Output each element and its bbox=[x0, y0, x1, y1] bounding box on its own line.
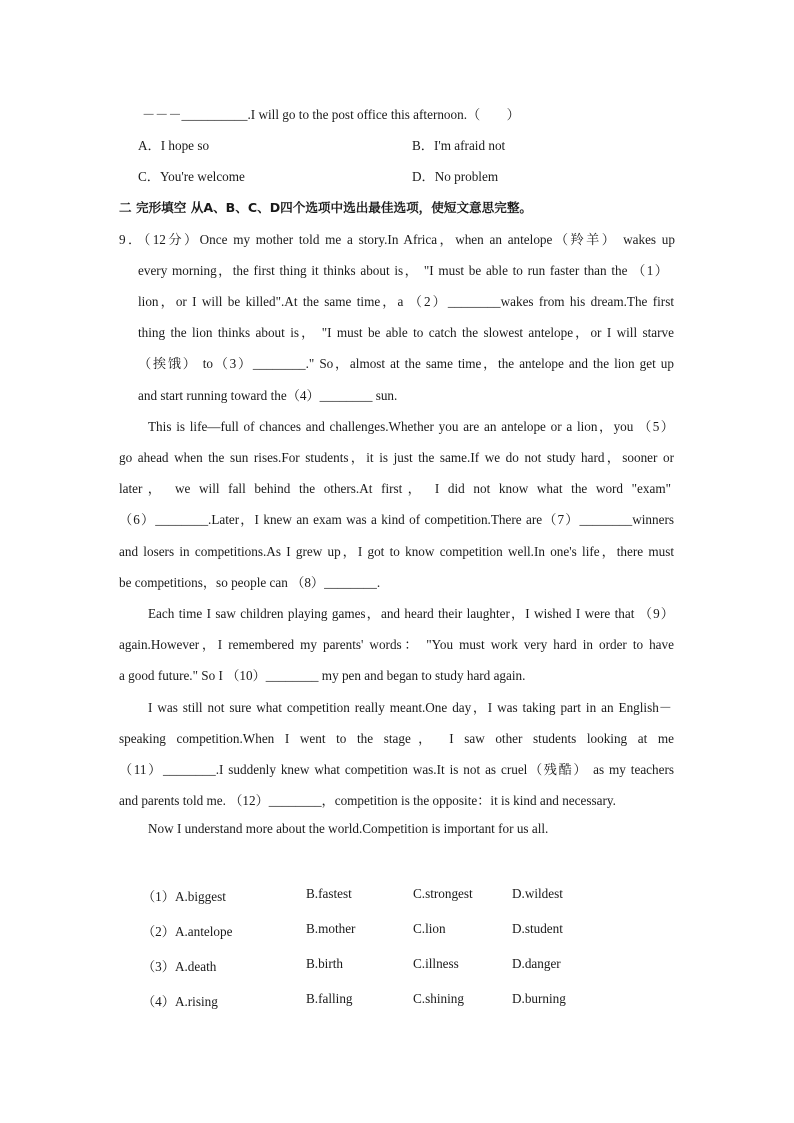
passage-line: a good future." So I （10）________ my pen and began to study hard again. bbox=[119, 668, 526, 683]
option-3-c[interactable]: C.illness bbox=[413, 956, 459, 971]
option-1-d[interactable]: D.wildest bbox=[512, 886, 563, 901]
passage-line: This is life—full of chances and challenges.Whether you are an antelope or a lion，you （5） bbox=[148, 419, 674, 434]
section-title: 二 完形填空 从A、B、C、D四个选项中选出最佳选项，使短文意思完整。 bbox=[119, 200, 533, 215]
passage-line: and parents told me. （12）________，competition is the opposite：it is kind and necessary. bbox=[119, 793, 616, 808]
option-1-b[interactable]: B.fastest bbox=[306, 886, 352, 901]
passage-line: go ahead when the sun rises.For students，it is just the same.If we do not study hard，sooner or bbox=[119, 450, 674, 465]
q8-option-d[interactable]: D．No problem bbox=[412, 169, 499, 184]
passage-line: lion，or I will be killed".At the same time，a （2）________wakes from his dream.The first bbox=[138, 294, 674, 309]
q8-option-b[interactable]: B．I'm afraid not bbox=[412, 138, 506, 153]
option-2-b[interactable]: B.mother bbox=[306, 921, 356, 936]
passage-line: Now I understand more about the world.Competition is important for us all. bbox=[148, 821, 549, 836]
option-4-c[interactable]: C.shining bbox=[413, 991, 464, 1006]
passage-line: 9．（12分）Once my mother told me a story.In Africa，when an antelope（羚羊） wakes up bbox=[119, 232, 675, 247]
option-2-d[interactable]: D.student bbox=[512, 921, 563, 936]
option-2-c[interactable]: C.lion bbox=[413, 921, 446, 936]
q8-option-a[interactable]: A．I hope so bbox=[138, 138, 210, 153]
passage-line: and start running toward the（4）________ sun. bbox=[138, 388, 398, 403]
passage-line: （11）________.I suddenly knew what competition was.It is not as cruel（残酷） as my teachers bbox=[119, 762, 674, 777]
passage-line: speaking competition.When I went to the stage， I saw other students looking at me bbox=[119, 731, 674, 746]
passage-line: be competitions，so people can （8）________. bbox=[119, 575, 381, 590]
option-2-a[interactable]: （2）A.antelope bbox=[142, 924, 233, 939]
q8-option-c[interactable]: C．You're welcome bbox=[138, 169, 245, 184]
passage-line: again.However，I remembered my parents' words： "You must work very hard in order to have bbox=[119, 637, 674, 652]
passage-line: thing the lion thinks about is， "I must be able to catch the slowest antelope，or I will starve bbox=[138, 325, 674, 340]
passage-line: every morning，the first thing it thinks about is， "I must be able to run faster than the （1） bbox=[138, 263, 668, 278]
option-1-a[interactable]: （1）A.biggest bbox=[142, 889, 226, 904]
option-3-b[interactable]: B.birth bbox=[306, 956, 343, 971]
passage-line: （挨饿） to（3）________." So，almost at the same time，the antelope and the lion get up bbox=[138, 356, 674, 371]
option-1-c[interactable]: C.strongest bbox=[413, 886, 473, 901]
passage-line: I was still not sure what competition really meant.One day，I was taking part in an English－ bbox=[148, 700, 672, 715]
passage-line: （6）________.Later，I knew an exam was a kind of competition.There are（7）________winners bbox=[119, 512, 674, 527]
option-3-d[interactable]: D.danger bbox=[512, 956, 561, 971]
passage-line: later， we will fall behind the others.At first， I did not know what the word "exam" bbox=[119, 481, 671, 496]
option-4-d[interactable]: D.burning bbox=[512, 991, 566, 1006]
option-4-b[interactable]: B.falling bbox=[306, 991, 353, 1006]
passage-line: Each time I saw children playing games，and heard their laughter，I wished I were that （9） bbox=[148, 606, 674, 621]
option-3-a[interactable]: （3）A.death bbox=[142, 959, 217, 974]
option-4-a[interactable]: （4）A.rising bbox=[142, 994, 218, 1009]
passage-line: and losers in competitions.As I grew up，I got to know competition well.In one's life，there must bbox=[119, 544, 674, 559]
q8-stem: －－－__________.I will go to the post office this afternoon.（ ） bbox=[142, 107, 520, 122]
